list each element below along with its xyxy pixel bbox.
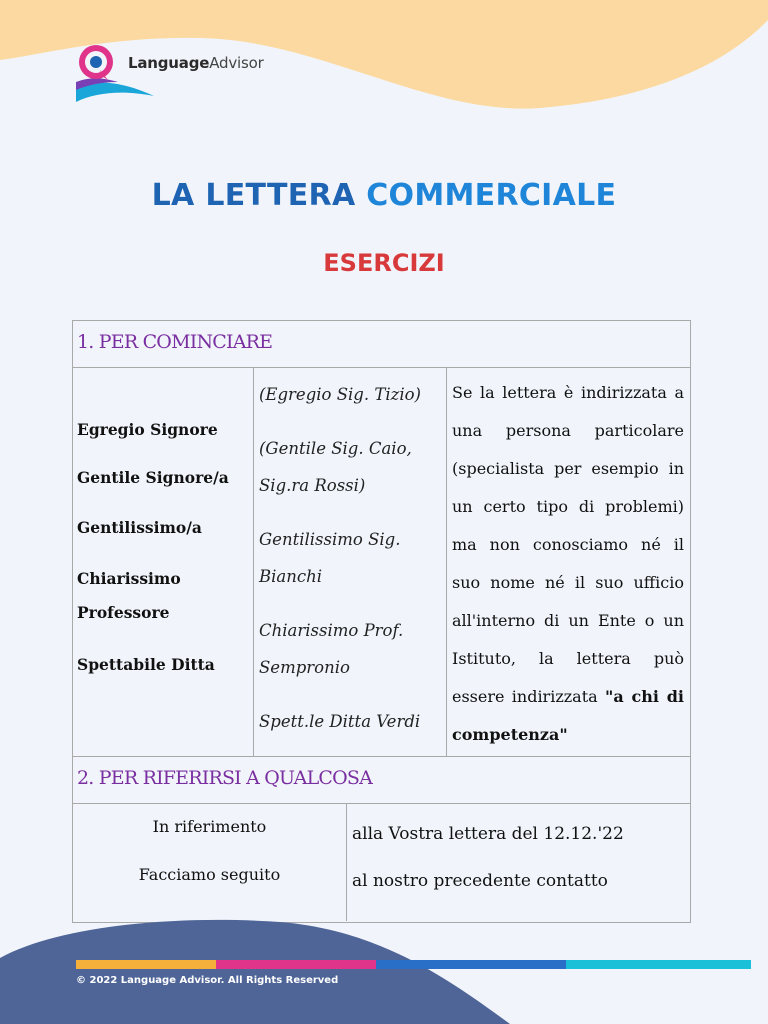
title-part2: COMMERCIALE <box>366 178 617 213</box>
page-subtitle: ESERCIZI <box>323 249 445 277</box>
explanation-column <box>447 368 691 757</box>
brand-logo <box>74 42 334 102</box>
example-item: Sempronio <box>259 658 350 677</box>
example-item: (Gentile Sig. Caio, <box>259 439 412 458</box>
section1-heading: 1. PER COMINCIARE <box>77 331 273 353</box>
section2-heading-cell <box>73 757 691 804</box>
exercise-table <box>72 320 691 923</box>
section1-heading-cell <box>73 321 691 368</box>
example-item: Sig.ra Rossi) <box>259 476 366 495</box>
greeting-item: Chiarissimo <box>77 569 181 588</box>
color-stripe <box>76 960 766 969</box>
page-title <box>0 178 768 213</box>
greeting-item: Spettabile Ditta <box>77 655 215 674</box>
example-item: (Egregio Sig. Tizio) <box>259 385 421 404</box>
logo-icon <box>74 42 158 102</box>
greeting-item: Professore <box>77 603 170 622</box>
section2-heading: 2. PER RIFERIRSI A QUALCOSA <box>77 767 373 789</box>
example-item: Spett.le Ditta Verdi <box>259 712 421 731</box>
reference-right: alla Vostra lettera del 12.12.'22 <box>352 824 624 844</box>
greetings-column <box>73 368 254 757</box>
reference-left: Facciamo seguito <box>73 857 347 921</box>
title-part1: LA LETTERA <box>151 178 356 213</box>
greeting-item: Gentilissimo/a <box>77 518 202 537</box>
explanation-bold: "a chi di competenza" <box>452 687 685 744</box>
brand-name: LanguageAdvisor <box>128 54 264 72</box>
example-item: Bianchi <box>259 567 323 586</box>
greeting-item: Egregio Signore <box>77 420 218 439</box>
example-item: Chiarissimo Prof. <box>259 621 404 640</box>
footer-copyright: © 2022 Language Advisor. All Rights Reserved <box>76 975 339 986</box>
examples-column <box>254 368 447 757</box>
greeting-item: Gentile Signore/a <box>77 468 229 487</box>
reference-right: al nostro precedente contatto <box>352 871 608 891</box>
example-item: Gentilissimo Sig. <box>259 530 401 549</box>
reference-left: In riferimento <box>73 804 347 857</box>
explanation-text: Se la lettera è indirizzata a una persona particolare (specialista per esempio in un certo tipo di problemi) ma non conosciamo né il suo nome né il suo ufficio all'interno di un Ente o un Istituto, la lettera può essere indirizzata "a chi di competenza" <box>452 383 685 744</box>
